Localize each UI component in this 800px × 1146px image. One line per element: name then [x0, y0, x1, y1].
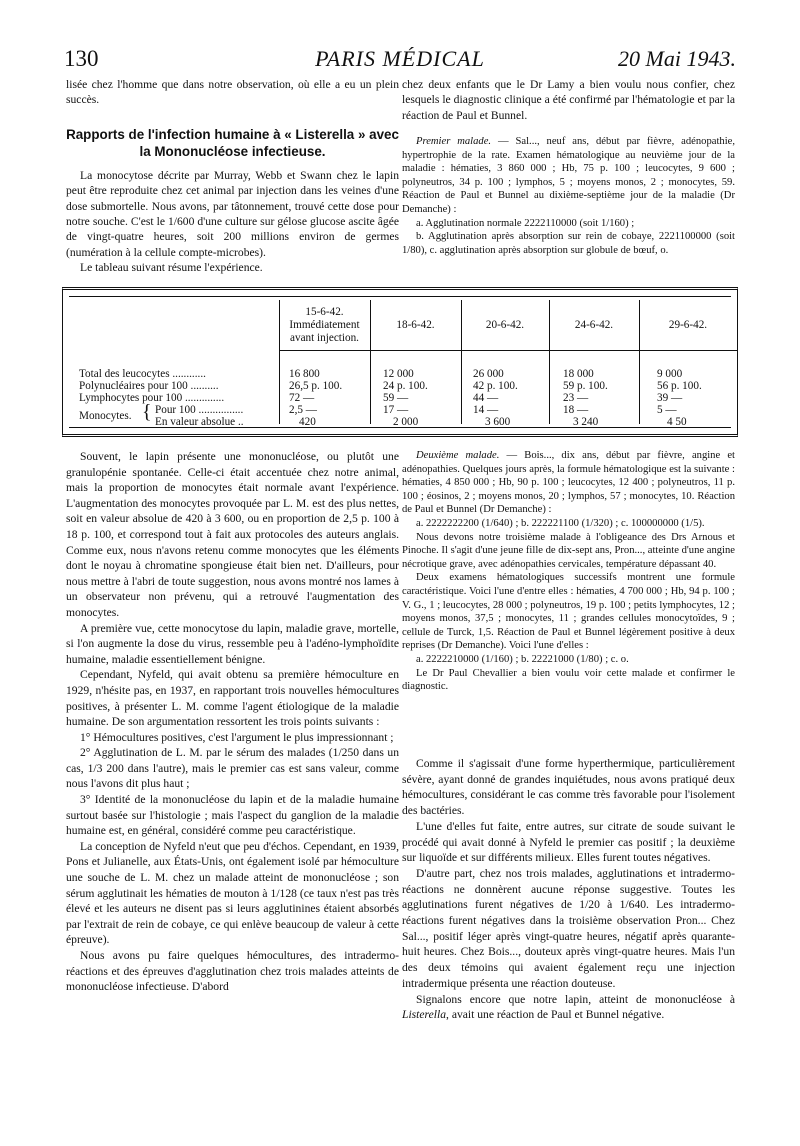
table-cell: 4 50: [667, 416, 687, 428]
row-label: Lymphocytes pour 100 ..............: [79, 392, 225, 404]
paragraph: Nous avons pu faire quelques hémocultures, des intradermo-réactions et des épreuves d'agglutination chez trois malades atteints de mononucléose infectieuse. D'abord: [66, 949, 399, 994]
section-heading: Rapports de l'infection humaine à « Listerella » avec la Mononucléose infectieuse.: [66, 126, 399, 159]
case-item: a. 2222222200 (1/640) ; b. 222221100 (1/320) ; c. 100000000 (1/5).: [416, 517, 705, 529]
table-cell: 44 —: [473, 392, 499, 404]
column-header: 24-6-42.: [574, 319, 614, 331]
table-cell: 2,5 —: [289, 404, 317, 416]
table-rule: [69, 296, 731, 297]
genus-name: Listerella: [402, 1008, 447, 1022]
table-cell: 42 p. 100.: [473, 380, 518, 392]
row-label: En valeur absolue ..: [155, 416, 244, 428]
column-header: 29-6-42.: [668, 319, 708, 331]
brace-glyph: {: [142, 401, 152, 423]
paragraph: chez deux enfants que le Dr Lamy a bien voulu nous confier, chez lesquels le diagnostic clinique a été confirmé par l'hématologie et par la réaction de Paul et Bunnel.: [402, 78, 735, 122]
paragraph: Le tableau suivant résume l'expérience.: [80, 261, 263, 275]
case-paragraph: Nous devons notre troisième malade à l'obligeance des Drs Arnous et Pinoche. Il s'agit d'une jeune fille de dix-sept ans, Pron..., atteinte d'une angine nécrotique grave, avec adénopathies cervicales, température dépassant 40.: [402, 531, 735, 570]
row-label: Polynucléaires pour 100 ..........: [79, 380, 219, 392]
right-column-bottom: [402, 756, 735, 1023]
table-cell: 39 —: [657, 392, 683, 404]
table-cell: 23 —: [563, 392, 589, 404]
paragraph: Cependant, Nyfeld, qui avait obtenu sa première hémoculture en 1929, n'hésite pas, en 1937, en rapportant trois nouvelles hémocultures positives, à présenter L. M. comme l'agent étiologique de la maladie humaine. De son argumentation ressortent les trois points suivants :: [66, 668, 399, 729]
paragraph: 1° Hémocultures positives, c'est l'argument le plus impressionnant ;: [80, 730, 394, 744]
case-label: Deuxième malade.: [416, 450, 500, 461]
case-paragraph: Deux examens hématologiques successifs montrent une formule caractéristique. Voici l'une d'entre elles : hématies, 4 700 000 ; Hb, 94 p. 100 ; V. G., 1 ; leucocytes, 28 000 ; polyneutros, 19 p. 100 ; petits lymphocytes, 12 ; moyens monos, 37,5 ; monocytes, 11 ; grandes cellules monocytoïdes, 9 ; cellule de Turck, 1,5. Réaction de Paul et Bunnel légèrement positive à deux reprises (Dr Demanche). Voici l'une d'elles :: [402, 572, 735, 652]
table-cell: 26 000: [473, 368, 504, 380]
case-paragraph: Premier malade. — Sal..., neuf ans, début par fièvre, adénopathie, hypertrophie de la rate. Examen hématologique au neuvième jour de la maladie : hématies, 3 860 000 ; Hb, 75 p. 100 ; leucocytes, 9 600 ; polyneutros, 34 p. 100 ; lymphos, 5 ; moyens monos, 2 ; monocytes, 59. Réaction de Paul et Bunnel au dixième-septième jour de la maladie (Dr Demanche) :: [402, 136, 735, 215]
table-cell: 72 —: [289, 392, 315, 404]
leucocyte-table: [62, 287, 738, 437]
table-cell: 2 000: [393, 416, 419, 428]
case-paragraph: Deuxième malade. — Bois..., dix ans, début par fièvre, angine et adénopathies. Quelques jours après, la formule hématologique est la suivante : hématies, 4 850 000 ; Hb, 90 p. 100 ; leucocytes, 12 400 ; polyneutros, 11 p. 100 ; éosinos, 2 ; moyens monos, 20 ; lymphos, 57 ; monocytes, 10. Réaction de Paul et Bunnel (Dr Demanche) :: [402, 450, 735, 516]
paragraph: Souvent, le lapin présente une mononucléose, ou plutôt une granulopénie spontanée. Celle-ci était accentuée chez notre animal, mais la proportion de monocytes était normale avant l'expérience. L'augmentation des monocytes provoquée par L. M. est des plus nettes, soit en valeur absolue de 420 à 3 600, ou en proportion de 2,5 p. 100 à 18 p. 100, et correspond tout à fait aux protocoles des auteurs anglais. Comme eux, nous n'avons retenu comme monocytes que les éléments dont le noyau à chromatine spongieuse était bien net. D'ailleurs, pour nous mettre à l'abri de toute suggestion, nous avons montré nos lames à un observateur non prévenu, qui a retrouvé l'augmentation des monocytes.: [66, 450, 399, 619]
right-column-top: [402, 77, 735, 123]
table-cell: 9 000: [657, 368, 683, 380]
table-cell: 59 —: [383, 392, 409, 404]
paragraph: D'autre part, chez nos trois malades, agglutinations et intradermo-réactions ne donnèrent aucune réponse suggestive. Toutes les agglutinations furent négatives de 1/20 à 1/640. Les intradermo-réactions furent négatives dans la troisième observation Pron... Chez Sal..., positif léger après vingt-quatre heures, négatif après quarante-huit heures. Chez Bois..., douteux après vingt-quatre heures. Mais l'un des deux témoins qui avaient également reçu une injection intradermique présenta une réaction douteuse.: [402, 866, 735, 990]
column-header: 18-6-42.: [396, 319, 435, 331]
table-cell: 14 —: [473, 404, 499, 416]
running-header: [64, 46, 736, 74]
left-column-top: [66, 77, 399, 276]
paragraph: 3° Identité de la mononucléose du lapin et de la maladie humaine surtout basée sur l'histologie ; mais l'aspect du ganglion de la maladie humaine est, en général, considéré comme peu caractéristique.: [66, 793, 399, 838]
row-label: Total des leucocytes ............: [79, 368, 206, 380]
row-label: Pour 100 ................: [155, 404, 244, 416]
table-cell: 18 000: [563, 368, 594, 380]
table-cell: 3 240: [573, 416, 599, 428]
table-cell: 16 800: [289, 368, 320, 380]
header-rule: [279, 350, 737, 351]
paragraph: Comme il s'agissait d'une forme hyperthermique, particulièrement sévère, ayant donné de grandes inquiétudes, nous avons pratiqué deux hémocultures, considérant le cas comme très favorable pour l'isolement des bactéries.: [402, 757, 735, 818]
case-item: b. Agglutination après absorption sur rein de cobaye, 2221100000 (soit 1/80), c. agglutination après absorption sur globule de bœuf, o.: [402, 231, 735, 256]
paragraph: La monocytose décrite par Murray, Webb et Swann chez le lapin peut être reproduite chez cet animal par injection dans les veines d'une dose submortelle. Nous avons, par tâtonnement, trouvé cette dose pour notre souche. C'est le 1/600 d'une culture sur gélose glucose ascite âgée de vingt-quatre heures, soit 200 millions environ de germes (numération à la cellule compte-microbes).: [66, 168, 399, 259]
paragraph: 2° Agglutination de L. M. par le sérum des malades (1/250 dans un cas, 1/3 200 dans l'autre), mais le premier cas est sans valeur, comme nous l'avons dit plus haut ;: [66, 746, 399, 791]
table-cell: 59 p. 100.: [563, 380, 608, 392]
case-item: a. 2222210000 (1/160) ; b. 22221000 (1/80) ; c. o.: [416, 653, 629, 665]
table-cell: 5 —: [657, 404, 677, 416]
case-2-3-reports: [402, 449, 735, 694]
case-paragraph: Le Dr Paul Chevallier a bien voulu voir cette malade et confirmer le diagnostic.: [402, 667, 735, 693]
case-item: a. Agglutination normale 2222110000 (soit 1/160) ;: [416, 217, 635, 229]
case-1-report: [402, 135, 735, 257]
column-header: 15-6-42. Immédiatement avant injection.: [289, 306, 360, 344]
case-label: Premier malade.: [416, 136, 492, 147]
paragraph: Signalons encore que notre lapin, atteint de mononucléose à Listerella, avait une réaction de Paul et Bunnel négative.: [402, 992, 735, 1022]
issue-date: 20 Mai 1943.: [618, 46, 736, 71]
table-cell: 18 —: [563, 404, 589, 416]
journal-title: PARIS MÉDICAL: [315, 46, 485, 71]
page-number: 130: [64, 46, 99, 71]
row-label: Monocytes.: [79, 410, 132, 422]
column-header: 20-6-42.: [485, 319, 525, 331]
paragraph: A première vue, cette monocytose du lapin, maladie grave, mortelle, si l'on augmente la dose du virus, ressemble peu à l'adéno-lymphoïdite humaine, maladie essentiellement bénigne.: [66, 621, 399, 666]
table-cell: 420: [299, 416, 316, 428]
table-cell: 3 600: [485, 416, 511, 428]
table-cell: 12 000: [383, 368, 414, 380]
paragraph: lisée chez l'homme que dans notre observation, où elle a eu un plein succès.: [66, 78, 399, 107]
paragraph: L'une d'elles fut faite, entre autres, sur citrate de soude suivant le procédé qui avait donné à Nyfeld le premier cas positif ; la deuxième sur liquoïde et sur différents milieux. Elles furent toutes négatives.: [402, 819, 735, 865]
table-cell: 26,5 p. 100.: [289, 380, 343, 392]
table-cell: 56 p. 100.: [657, 380, 702, 392]
left-column-bottom: [66, 449, 399, 995]
paragraph: La conception de Nyfeld n'eut que peu d'échos. Cependant, en 1939, Pons et Julianelle, aux États-Unis, ont également isolé par hémoculture une souche de L. M. chez un malade atteint de mononucléose ; son sérum agglutinait les hématies de mouton à 1/128 (ce taux n'est pas très élevé et les auteurs ne disent pas si leurs agglutinines étaient absorbés par l'extrait de rein de cobaye, ce qui enlève beaucoup de valeur à cette épreuve).: [66, 839, 399, 947]
table-cell: 17 —: [383, 404, 409, 416]
table-cell: 24 p. 100.: [383, 380, 428, 392]
